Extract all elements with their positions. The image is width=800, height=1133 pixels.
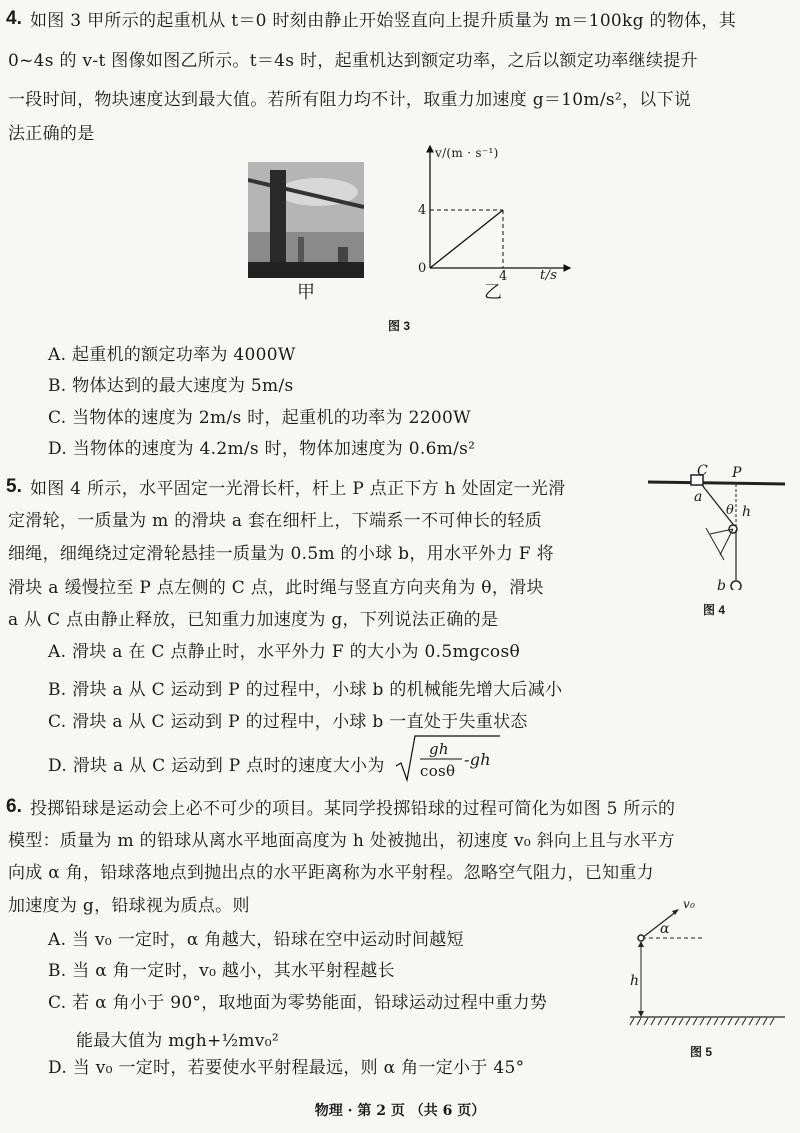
q5-option-d: D. 滑块 a 从 C 运动到 P 点时的速度大小为 [48,756,385,776]
q6-line: 模型：质量为 m 的铅球从离水平地面高度为 h 处被抛出，初速度 v₀ 斜向上且与水平方 [8,831,676,851]
question-4-number: 4. [6,8,22,29]
q4-option-a: A. 起重机的额定功率为 4000W [48,345,296,365]
q5-option-a: A. 滑块 a 在 C 点静止时，水平外力 F 的大小为 0.5mgcosθ [48,642,521,662]
y-tick: 4 [418,203,427,218]
label-C: C [697,463,709,479]
label-a: a [694,489,703,505]
q6-option-c-continued: 能最大值为 mgh+½mv₀² [76,1031,279,1051]
label-theta: θ [726,503,735,518]
q6-line: 向成 α 角，铅球落地点到抛出点的水平距离称为水平射程。忽略空气阻力，已知重力 [8,863,654,883]
figure-label-jia: 甲 [297,282,316,303]
q6-option-c: C. 若 α 角小于 90°，取地面为零势能面，铅球运动过程中重力势 [48,993,548,1013]
label-b: b [717,578,727,594]
q5-option-c: C. 滑块 a 从 C 运动到 P 的过程中，小球 b 一直处于失重状态 [48,712,528,732]
q6-option-a: A. 当 v₀ 一定时，α 角越大，铅球在空中运动时间越短 [48,930,464,950]
q4-option-d: D. 当物体的速度为 4.2m/s 时，物体加速度为 0.6m/s² [48,439,476,459]
origin-label: 0 [418,261,427,276]
q5-line: 滑块 a 缓慢拉至 P 点左侧的 C 点，此时绳与竖直方向夹角为 θ，滑块 [8,578,544,598]
q4-line: 一段时间，物块速度达到最大值。若所有阻力均不计，取重力加速度 g＝10m/s²，以下说 [8,90,692,110]
question-5-number: 5. [6,476,22,497]
q5-line: 如图 4 所示，水平固定一光滑长杆，杆上 P 点正下方 h 处固定一光滑 [30,479,566,499]
page-footer: 物理 · 第 2 页 （共 6 页） [314,1103,486,1119]
q5-option-b: B. 滑块 a 从 C 运动到 P 的过程中，小球 b 的机械能先增大后减小 [48,680,563,700]
formula-numerator: gh [429,740,449,758]
figure-4-caption: 图 4 [703,603,726,617]
question-6-number: 6. [6,796,22,817]
x-axis-label: t/s [540,268,558,283]
q5-line: a 从 C 点由静止释放，已知重力加速度为 g，下列说法正确的是 [8,610,499,630]
q6-line: 加速度为 g，铅球视为质点。则 [8,896,250,916]
q6-line: 投掷铅球是运动会上必不可少的项目。某同学投掷铅球的过程可简化为如图 5 所示的 [30,799,676,819]
y-axis-label: v/(m · s⁻¹) [435,146,499,160]
vt-line [430,210,503,268]
q4-line: 0~4s 的 v-t 图像如图乙所示。t＝4s 时，起重机达到额定功率，之后以额定功率继续提升 [8,51,698,71]
figure-label-yi: 乙 [484,282,503,303]
formula-denominator: cosθ [420,762,456,780]
q4-option-b: B. 物体达到的最大速度为 5m/s [48,376,294,396]
label-v0: v₀ [683,897,696,911]
pulley-diagram [640,460,790,594]
q4-line: 如图 3 甲所示的起重机从 t＝0 时刻由静止开始竖直向上提升质量为 m＝100kg 的物体，其 [30,11,737,31]
label-h: h [630,973,640,989]
figure-5-caption: 图 5 [690,1045,713,1059]
q6-option-b: B. 当 α 角一定时，v₀ 越小，其水平射程越长 [48,961,395,981]
figure-3-caption: 图 3 [388,319,411,333]
projectile-diagram [620,895,790,1034]
q6-option-d: D. 当 v₀ 一定时，若要使水平射程最远，则 α 角一定小于 45° [48,1058,525,1078]
label-h: h [742,504,752,520]
label-P: P [732,465,742,481]
formula-tail: -gh [464,750,491,769]
q5-line: 细绳，细绳绕过定滑轮悬挂一质量为 0.5m 的小球 b，用水平外力 F 将 [8,544,554,564]
x-tick: 4 [499,269,508,284]
crane-photo [248,162,364,282]
q4-option-c: C. 当物体的速度为 2m/s 时，起重机的功率为 2200W [48,408,471,428]
q5-line: 定滑轮，一质量为 m 的滑块 a 套在细杆上，下端系一不可伸长的轻质 [8,511,543,531]
q4-line: 法正确的是 [8,124,95,144]
label-alpha: α [660,921,670,937]
